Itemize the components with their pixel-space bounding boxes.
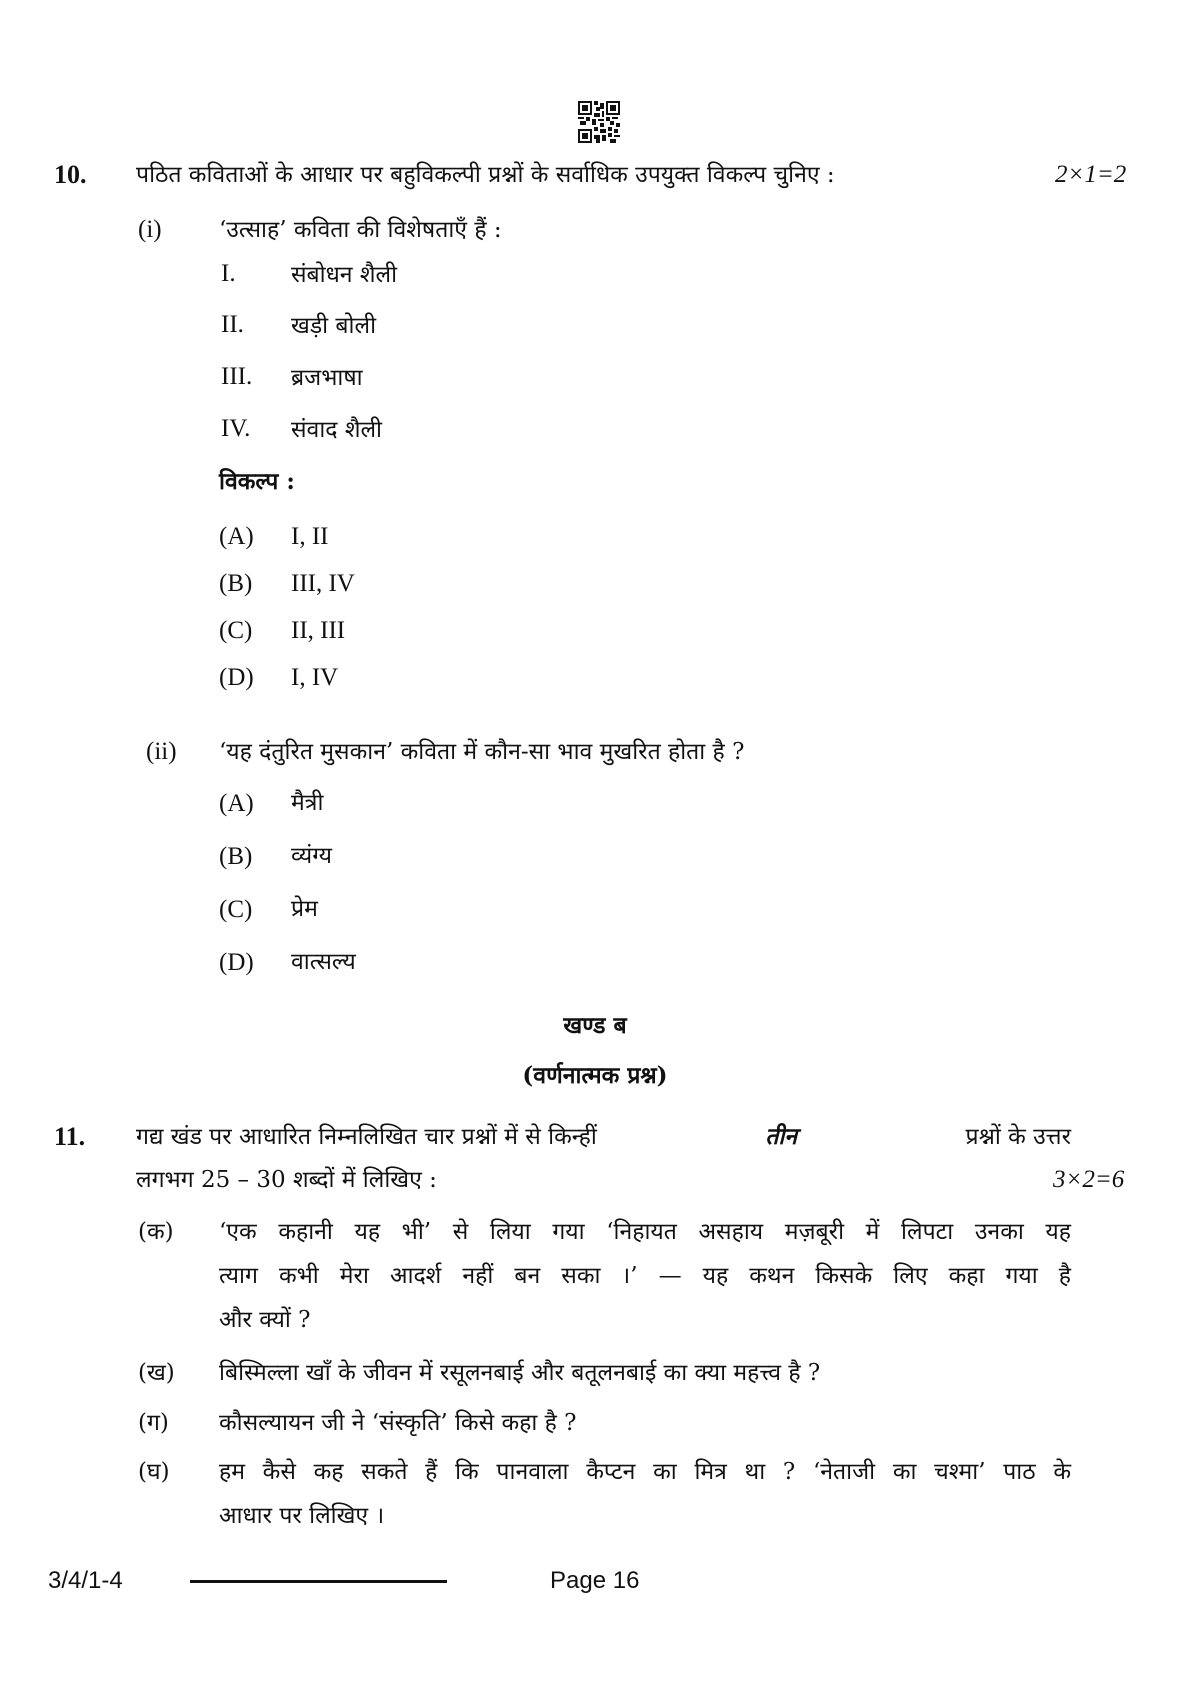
option-label: (C) (219, 896, 253, 923)
question-number-10: 10. (54, 160, 87, 189)
part-label-gha: (घ) (138, 1459, 170, 1485)
option-label: (B) (219, 570, 253, 597)
option-label: (B) (219, 843, 253, 870)
part-gha-line-1: हम कैसे कह सकते हैं कि पानवाला कैप्टन का मित्र था ? ‘नेताजी का चश्मा’ पाठ के (219, 1459, 1071, 1485)
question-10-marks: 2×1=2 (1055, 161, 1127, 188)
part-ka-line-2: त्याग कभी मेरा आदर्श नहीं बन सका ।’ — यह कथन किसके लिए कहा गया है (219, 1263, 1071, 1289)
sub-question-i-label: (i) (138, 216, 162, 243)
question-10-prompt: पठित कविताओं के आधार पर बहुविकल्पी प्रश्नों के सर्वाधिक उपयुक्त विकल्प चुनिए : (136, 162, 835, 188)
option-label: (A) (219, 790, 254, 817)
question-number-11: 11. (54, 1122, 86, 1151)
part-label-kha: (ख) (138, 1360, 175, 1386)
part-ka-line-3: और क्यों ? (219, 1307, 311, 1333)
part-ga-line-1: कौसल्यायन जी ने ‘संस्कृति’ किसे कहा है ? (219, 1410, 577, 1436)
sub-question-i-text: ‘उत्साह’ कविता की विशेषताएँ हैं : (219, 217, 502, 243)
part-label-ga: (ग) (138, 1410, 169, 1436)
paper-code: 3/4/1-4 (48, 1567, 123, 1594)
statement-text: संवाद शैली (291, 417, 383, 443)
footer-divider (190, 1580, 447, 1583)
statement-number: I. (221, 260, 236, 287)
options-heading: विकल्प : (219, 468, 295, 495)
statement-text: खड़ी बोली (291, 313, 377, 339)
option-text: मैत्री (291, 790, 324, 816)
part-kha-line-1: बिस्मिल्ला खाँ के जीवन में रसूलनबाई और बतूलनबाई का क्या महत्त्व है ? (219, 1360, 821, 1386)
option-text: I, IV (291, 664, 339, 691)
option-label: (C) (219, 617, 253, 644)
option-label: (D) (219, 664, 254, 691)
prompt-part: प्रश्नों के उत्तर (965, 1124, 1071, 1150)
question-11-prompt-line-1 (136, 1121, 1071, 1153)
part-gha-line-2: आधार पर लिखिए । (219, 1503, 385, 1529)
prompt-part: गद्य खंड पर आधारित निम्नलिखित चार प्रश्नों में से किन्हीं (136, 1124, 597, 1150)
question-11-prompt-line-2: लगभग 25 – 30 शब्दों में लिखिए : (136, 1167, 437, 1193)
statement-number: III. (221, 363, 253, 390)
qr-code-icon (578, 101, 620, 143)
prompt-emphasis: तीन (765, 1123, 798, 1150)
option-text: I, II (291, 523, 329, 550)
option-text: प्रेम (291, 896, 318, 922)
option-text: वात्सल्य (291, 949, 356, 975)
option-text: व्यंग्य (291, 843, 333, 869)
statement-number: II. (221, 311, 244, 338)
statement-text: संबोधन शैली (291, 262, 398, 288)
question-11-marks: 3×2=6 (1053, 1166, 1125, 1193)
statement-text: ब्रजभाषा (291, 365, 363, 391)
part-label-ka: (क) (138, 1219, 174, 1245)
part-ka-line-1: ‘एक कहानी यह भी’ से लिया गया ‘निहायत असहाय मज़बूरी में लिपटा उनका यह (219, 1219, 1071, 1245)
sub-question-ii-label: (ii) (146, 738, 177, 765)
statement-number: IV. (221, 415, 251, 442)
option-text: II, III (291, 617, 346, 644)
option-label: (A) (219, 523, 254, 550)
sub-question-ii-text: ‘यह दंतुरित मुसकान’ कविता में कौन-सा भाव मुखरित होता है ? (219, 739, 745, 765)
page-number: Page 16 (550, 1567, 640, 1594)
section-b-title: खण्ड ब (563, 1012, 627, 1039)
option-label: (D) (219, 949, 254, 976)
option-text: III, IV (291, 570, 355, 597)
section-b-subtitle: (वर्णनात्मक प्रश्न) (522, 1062, 668, 1089)
